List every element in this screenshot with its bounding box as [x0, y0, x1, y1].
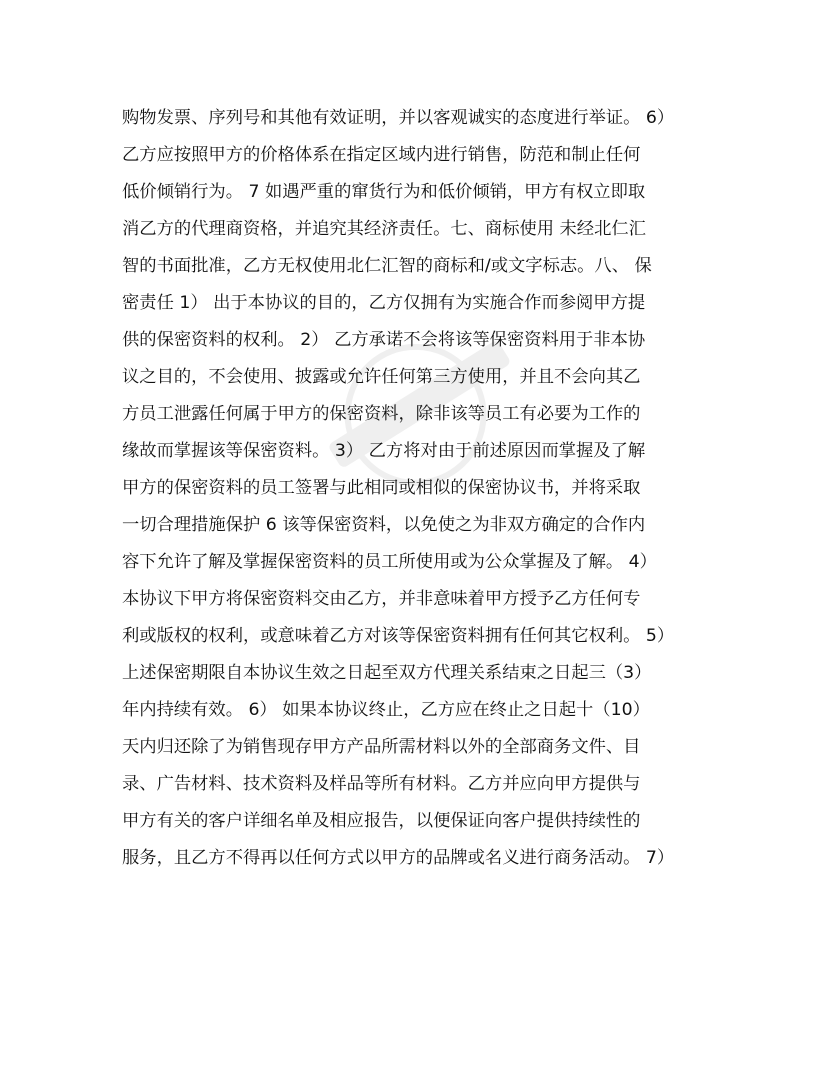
text-line: 乙方应按照甲方的价格体系在指定区域内进行销售，防范和制止任何 [122, 145, 641, 165]
text-line: 容下允许了解及掌握保密资料的员工所使用或为公众掌握及了解。 4） [122, 552, 657, 572]
text-line: 密责任 1） 出于本协议的目的，乙方仅拥有为实施合作而参阅甲方提 [122, 293, 646, 313]
text-line: 服务，且乙方不得再以任何方式以甲方的品牌或名义进行商务活动。 7） [122, 848, 675, 868]
text-line: 利或版权的权利，或意味着乙方对该等保密资料拥有任何其它权利。 5） [122, 626, 675, 646]
text-line: 智的书面批准，乙方无权使用北仁汇智的商标和/或文字标志。八、 保 [122, 256, 652, 276]
text-line: 录、广告材料、技术资料及样品等所有材料。乙方并应向甲方提供与 [122, 774, 641, 794]
text-line: 购物发票、序列号和其他有效证明，并以客观诚实的态度进行举证。 6） [122, 108, 675, 128]
text-line: 方员工泄露任何属于甲方的保密资料，除非该等员工有必要为工作的 [122, 404, 641, 424]
text-line: 年内持续有效。 6） 如果本协议终止，乙方应在终止之日起十（10） [122, 700, 650, 720]
text-line: 议之目的，不会使用、披露或允许任何第三方使用，并且不会向其乙 [122, 367, 641, 387]
text-line: 上述保密期限自本协议生效之日起至双方代理关系结束之日起三（3） [122, 663, 652, 683]
text-line: 本协议下甲方将保密资料交由乙方，并非意味着甲方授予乙方任何专 [122, 589, 641, 609]
text-line: 供的保密资料的权利。 2） 乙方承诺不会将该等保密资料用于非本协 [122, 330, 646, 350]
body-text [122, 100, 722, 877]
text-line: 低价倾销行为。 7 如遇严重的窜货行为和低价倾销，甲方有权立即取 [122, 182, 646, 202]
text-line: 天内归还除了为销售现存甲方产品所需材料以外的全部商务文件、目 [122, 737, 641, 757]
text-line: 缘故而掌握该等保密资料。 3） 乙方将对由于前述原因而掌握及了解 [122, 441, 646, 461]
text-line: 一切合理措施保护 6 该等保密资料，以免使之为非双方确定的合作内 [122, 515, 646, 535]
text-line: 甲方有关的客户详细名单及相应报告，以便保证向客户提供持续性的 [122, 811, 641, 831]
text-line: 消乙方的代理商资格，并追究其经济责任。七、商标使用 未经北仁汇 [122, 219, 646, 239]
text-line: 甲方的保密资料的员工签署与此相同或相似的保密协议书，并将采取 [122, 478, 641, 498]
